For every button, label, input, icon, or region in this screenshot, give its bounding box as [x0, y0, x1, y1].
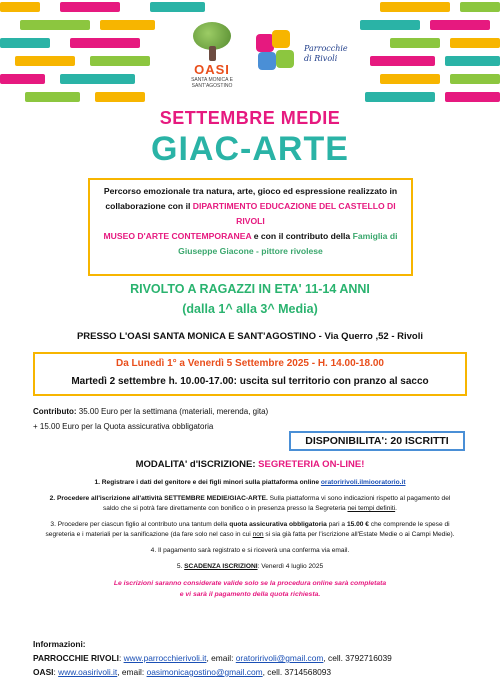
oasi-logo-subtitle-2: SANT'AGOSTINO [191, 83, 233, 89]
registration-note-1: Le iscrizioni saranno considerate valide solo se la procedura online sarà completata [113, 580, 387, 587]
intro-text: Percorso emozionale tra natura, arte, gioco ed espressione realizzato in collaborazione con il [103, 186, 398, 211]
page-subtitle: SETTEMBRE MEDIE [159, 108, 341, 128]
availability-badge: DISPONIBILITA': 20 ISCRITTI [289, 431, 465, 451]
oasi-logo [176, 22, 248, 89]
dates-outing: Martedì 2 settembre h. 10.00-17.00: uscita sul territorio con pranzo al sacco [71, 376, 429, 387]
info-parrocchie: PARROCCHIE RIVOLI: www.parrocchierivoli.it, email: oratoririvoli@gmail.com, cell. 3792716039 [33, 653, 392, 663]
target-grades: (dalla 1^ alla 3^ Media) [182, 302, 318, 316]
registration-note-2: e vi sarà il pagamento della quota richiesta. [179, 591, 321, 598]
step-1: 1. Registrare i dati del genitore e dei figli minori sulla piattaforma online oratoririvoli.ilmiooratorio.it [94, 479, 406, 486]
info-title: Informazioni: [33, 639, 86, 649]
cost-section [33, 404, 293, 434]
cost-line-2: + 15.00 Euro per la Quota assicurativa obbligatoria [33, 422, 214, 431]
step-2: 2. Procedere all'iscrizione all'attività SETTEMBRE MEDIE/GIAC-ARTE. Sulla piattaforma vi sono indicazioni rispetto al pagamento del saldo che si potrà fare direttamente con bonifico o in presenza presso la Segreteria nei tempi definiti. [49, 495, 451, 512]
puzzle-icon [258, 52, 276, 70]
location: PRESSO L'OASI SANTA MONICA E SANT'AGOSTINO - Via Querro ,52 - Rivoli [76, 331, 424, 342]
target-age: RIVOLTO A RAGAZZI IN ETA' 11-14 ANNI [130, 282, 370, 296]
intro-family: Famiglia di Giuseppe Giacone - pittore rivolese [178, 231, 398, 256]
cost-line-1: 35.00 Euro per la settimana (materiali, merenda, gita) [76, 407, 269, 416]
registration-mode: SEGRETERIA ON-LINE! [258, 459, 365, 470]
cost-label: Contributo: [33, 407, 77, 416]
intro-text-2: e con il contributo della [251, 231, 353, 241]
intro-department: DIPARTIMENTO EDUCAZIONE DEL CASTELLO DI RIVOLI [192, 201, 396, 226]
tree-icon [189, 22, 235, 62]
puzzle-icon [276, 50, 294, 68]
parrocchie-logo-line-2: di Rivoli [304, 54, 338, 63]
registration-label: MODALITA' d'ISCRIZIONE: [135, 459, 259, 470]
parrocchie-logo-line-1: Parrocchie [304, 44, 348, 53]
step-3: 3. Procedere per ciascun figlio al contributo una tantum della quota assicurativa obbligatoria pari a 15.00 € che comprende le spese di segreteria e i materiali per la sanificazione (da fare solo nel caso in cui non si sia già fatta per l'iscrizione all'Estate Medie o ai Campi Medie). [45, 521, 455, 538]
page-title: GIAC-ARTE [151, 130, 349, 168]
oasi-website-link[interactable]: www.oasirivoli.it [58, 667, 118, 677]
dates-main: Da Lunedì 1° a Venerdì 5 Settembre 2025 - H. 14.00-18.00 [115, 358, 384, 369]
intro-box [88, 178, 413, 276]
info-section [33, 637, 493, 679]
dates-box [33, 352, 467, 396]
info-oasi: OASI: www.oasirivoli.it, email: oasimonicagostino@gmail.com, cell. 3714568093 [33, 667, 332, 677]
intro-museum: MUSEO D'ARTE CONTEMPORANEA [103, 231, 252, 241]
parrocchie-logo [256, 30, 356, 78]
parrocchie-website-link[interactable]: www.parrocchierivoli.it [123, 653, 207, 663]
registration-title [0, 459, 500, 470]
puzzle-icon [272, 30, 290, 48]
parrocchie-email-link[interactable]: oratoririvoli@gmail.com [235, 653, 324, 663]
oasi-email-link[interactable]: oasimonicagostino@gmail.com [146, 667, 263, 677]
oasi-logo-subtitle-1: SANTA MONICA E [191, 77, 233, 83]
step-4: 4. Il pagamento sarà registrato e si riceverà una conferma via email. [150, 547, 350, 554]
platform-link[interactable]: oratoririvoli.ilmiooratorio.it [320, 479, 406, 486]
registration-steps [44, 478, 456, 600]
oasi-logo-name: OASI [194, 62, 230, 77]
step-5: 5. SCADENZA ISCRIZIONI: Venerdì 4 luglio 2025 [176, 563, 324, 570]
